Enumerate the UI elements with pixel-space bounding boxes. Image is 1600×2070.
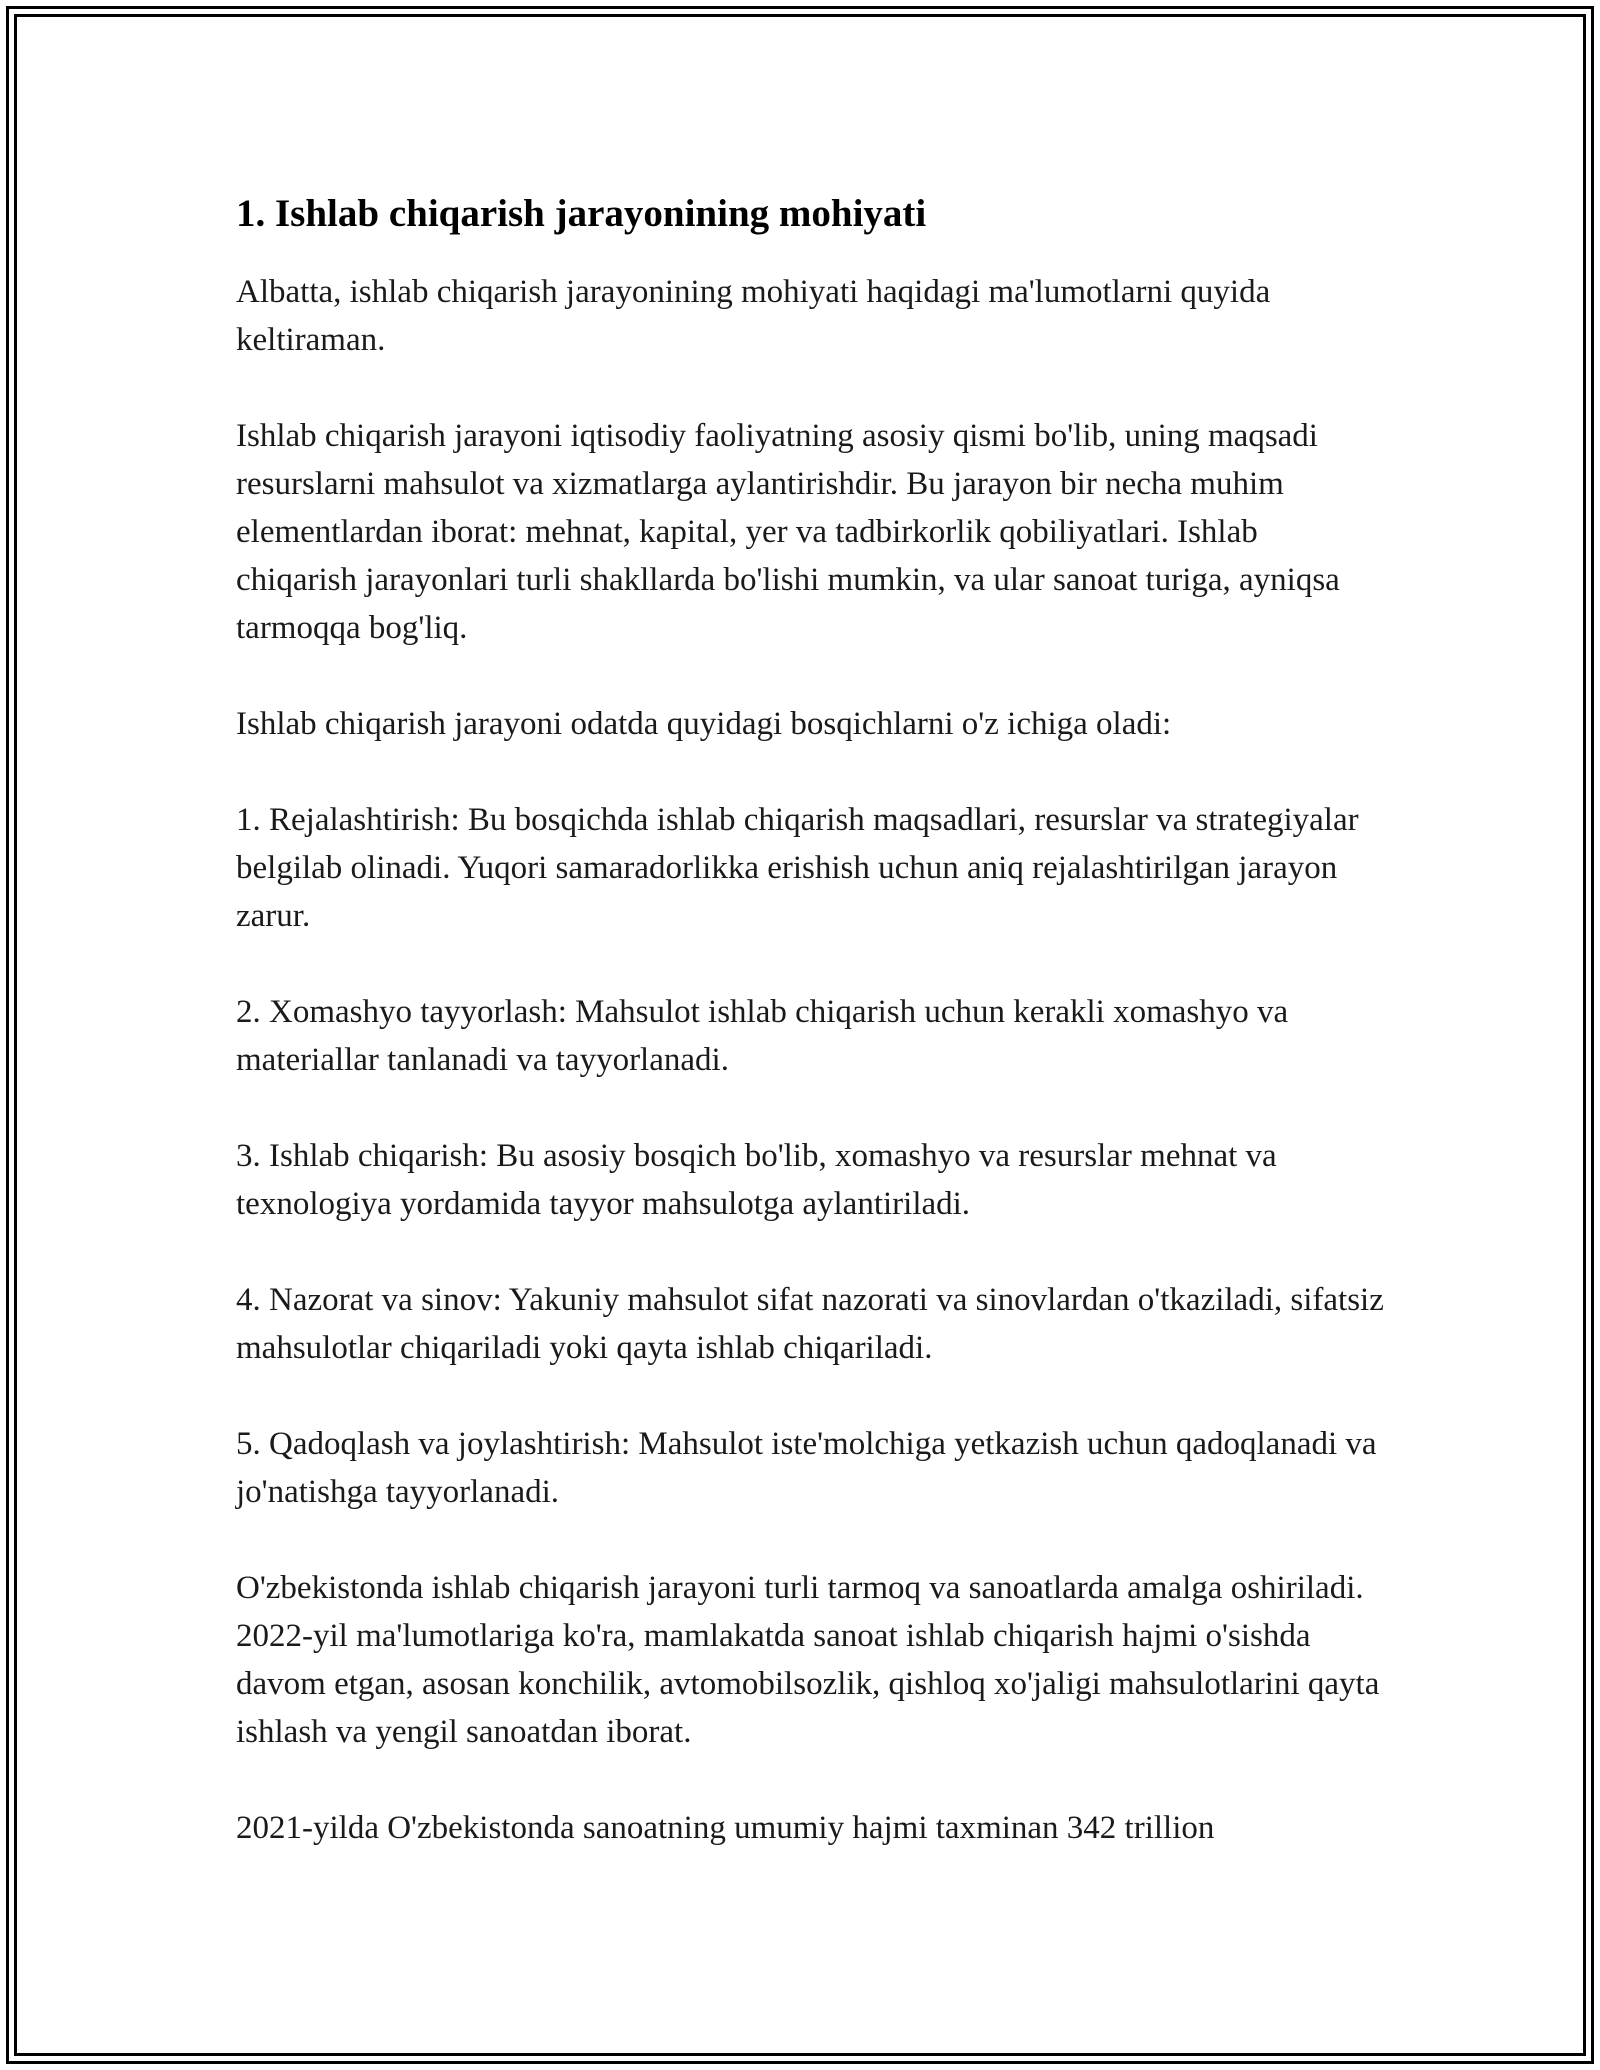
- paragraph-stages-intro: Ishlab chiqarish jarayoni odatda quyidagi bosqichlarni o'z ichiga oladi:: [236, 706, 1172, 742]
- list-item-stage-4: 4. Nazorat va sinov: Yakuniy mahsulot sifat nazorati va sinovlardan o'tkaziladi, sifatsiz mahsulotlar chiqariladi yoki qayta ishlab chiqariladi.: [236, 1282, 1384, 1366]
- paragraph-definition: Ishlab chiqarish jarayoni iqtisodiy faoliyatning asosiy qismi bo'lib, uning maqsadi resurslarni mahsulot va xizmatlarga aylantirishdir. Bu jarayon bir necha muhim elementlardan iborat: mehnat, kapital, yer va tadbirkorlik qobiliyatlari. Ishlab chiqarish jarayonlari turli shakllarda bo'lishi mumkin, va ular sanoat turiga, ayniqsa tarmoqqa bog'liq.: [236, 418, 1340, 646]
- document-body: [236, 188, 1386, 1900]
- paragraph-intro: Albatta, ishlab chiqarish jarayonining mohiyati haqidagi ma'lumotlarni quyida keltiraman.: [236, 274, 1271, 358]
- list-item-stage-5: 5. Qadoqlash va joylashtirish: Mahsulot iste'molchiga yetkazish uchun qadoqlanadi va jo'natishga tayyorlanadi.: [236, 1426, 1377, 1510]
- paragraph-uzbekistan: O'zbekistonda ishlab chiqarish jarayoni turli tarmoq va sanoatlarda amalga oshiriladi. 2022-yil ma'lumotlariga ko'ra, mamlakatda sanoat ishlab chiqarish hajmi o'sishda davom etgan, asosan konchilik, avtomobilsozlik, qishloq xo'jaligi mahsulotlarini qayta ishlash va yengil sanoatdan iborat.: [236, 1570, 1380, 1750]
- list-item-stage-1: 1. Rejalashtirish: Bu bosqichda ishlab chiqarish maqsadlari, resurslar va strategiyalar belgilab olinadi. Yuqori samaradorlikka erishish uchun aniq rejalashtirilgan jarayon zarur.: [236, 802, 1359, 934]
- list-item-stage-3: 3. Ishlab chiqarish: Bu asosiy bosqich bo'lib, xomashyo va resurslar mehnat va texnologiya yordamida tayyor mahsulotga aylantiriladi.: [236, 1138, 1277, 1222]
- list-item-stage-2: 2. Xomashyo tayyorlash: Mahsulot ishlab chiqarish uchun kerakli xomashyo va materiallar tanlanadi va tayyorlanadi.: [236, 994, 1289, 1078]
- document-title: 1. Ishlab chiqarish jarayonining mohiyati: [236, 192, 927, 235]
- paragraph-2021-volume: 2021-yilda O'zbekistonda sanoatning umumiy hajmi taxminan 342 trillion: [236, 1810, 1215, 1846]
